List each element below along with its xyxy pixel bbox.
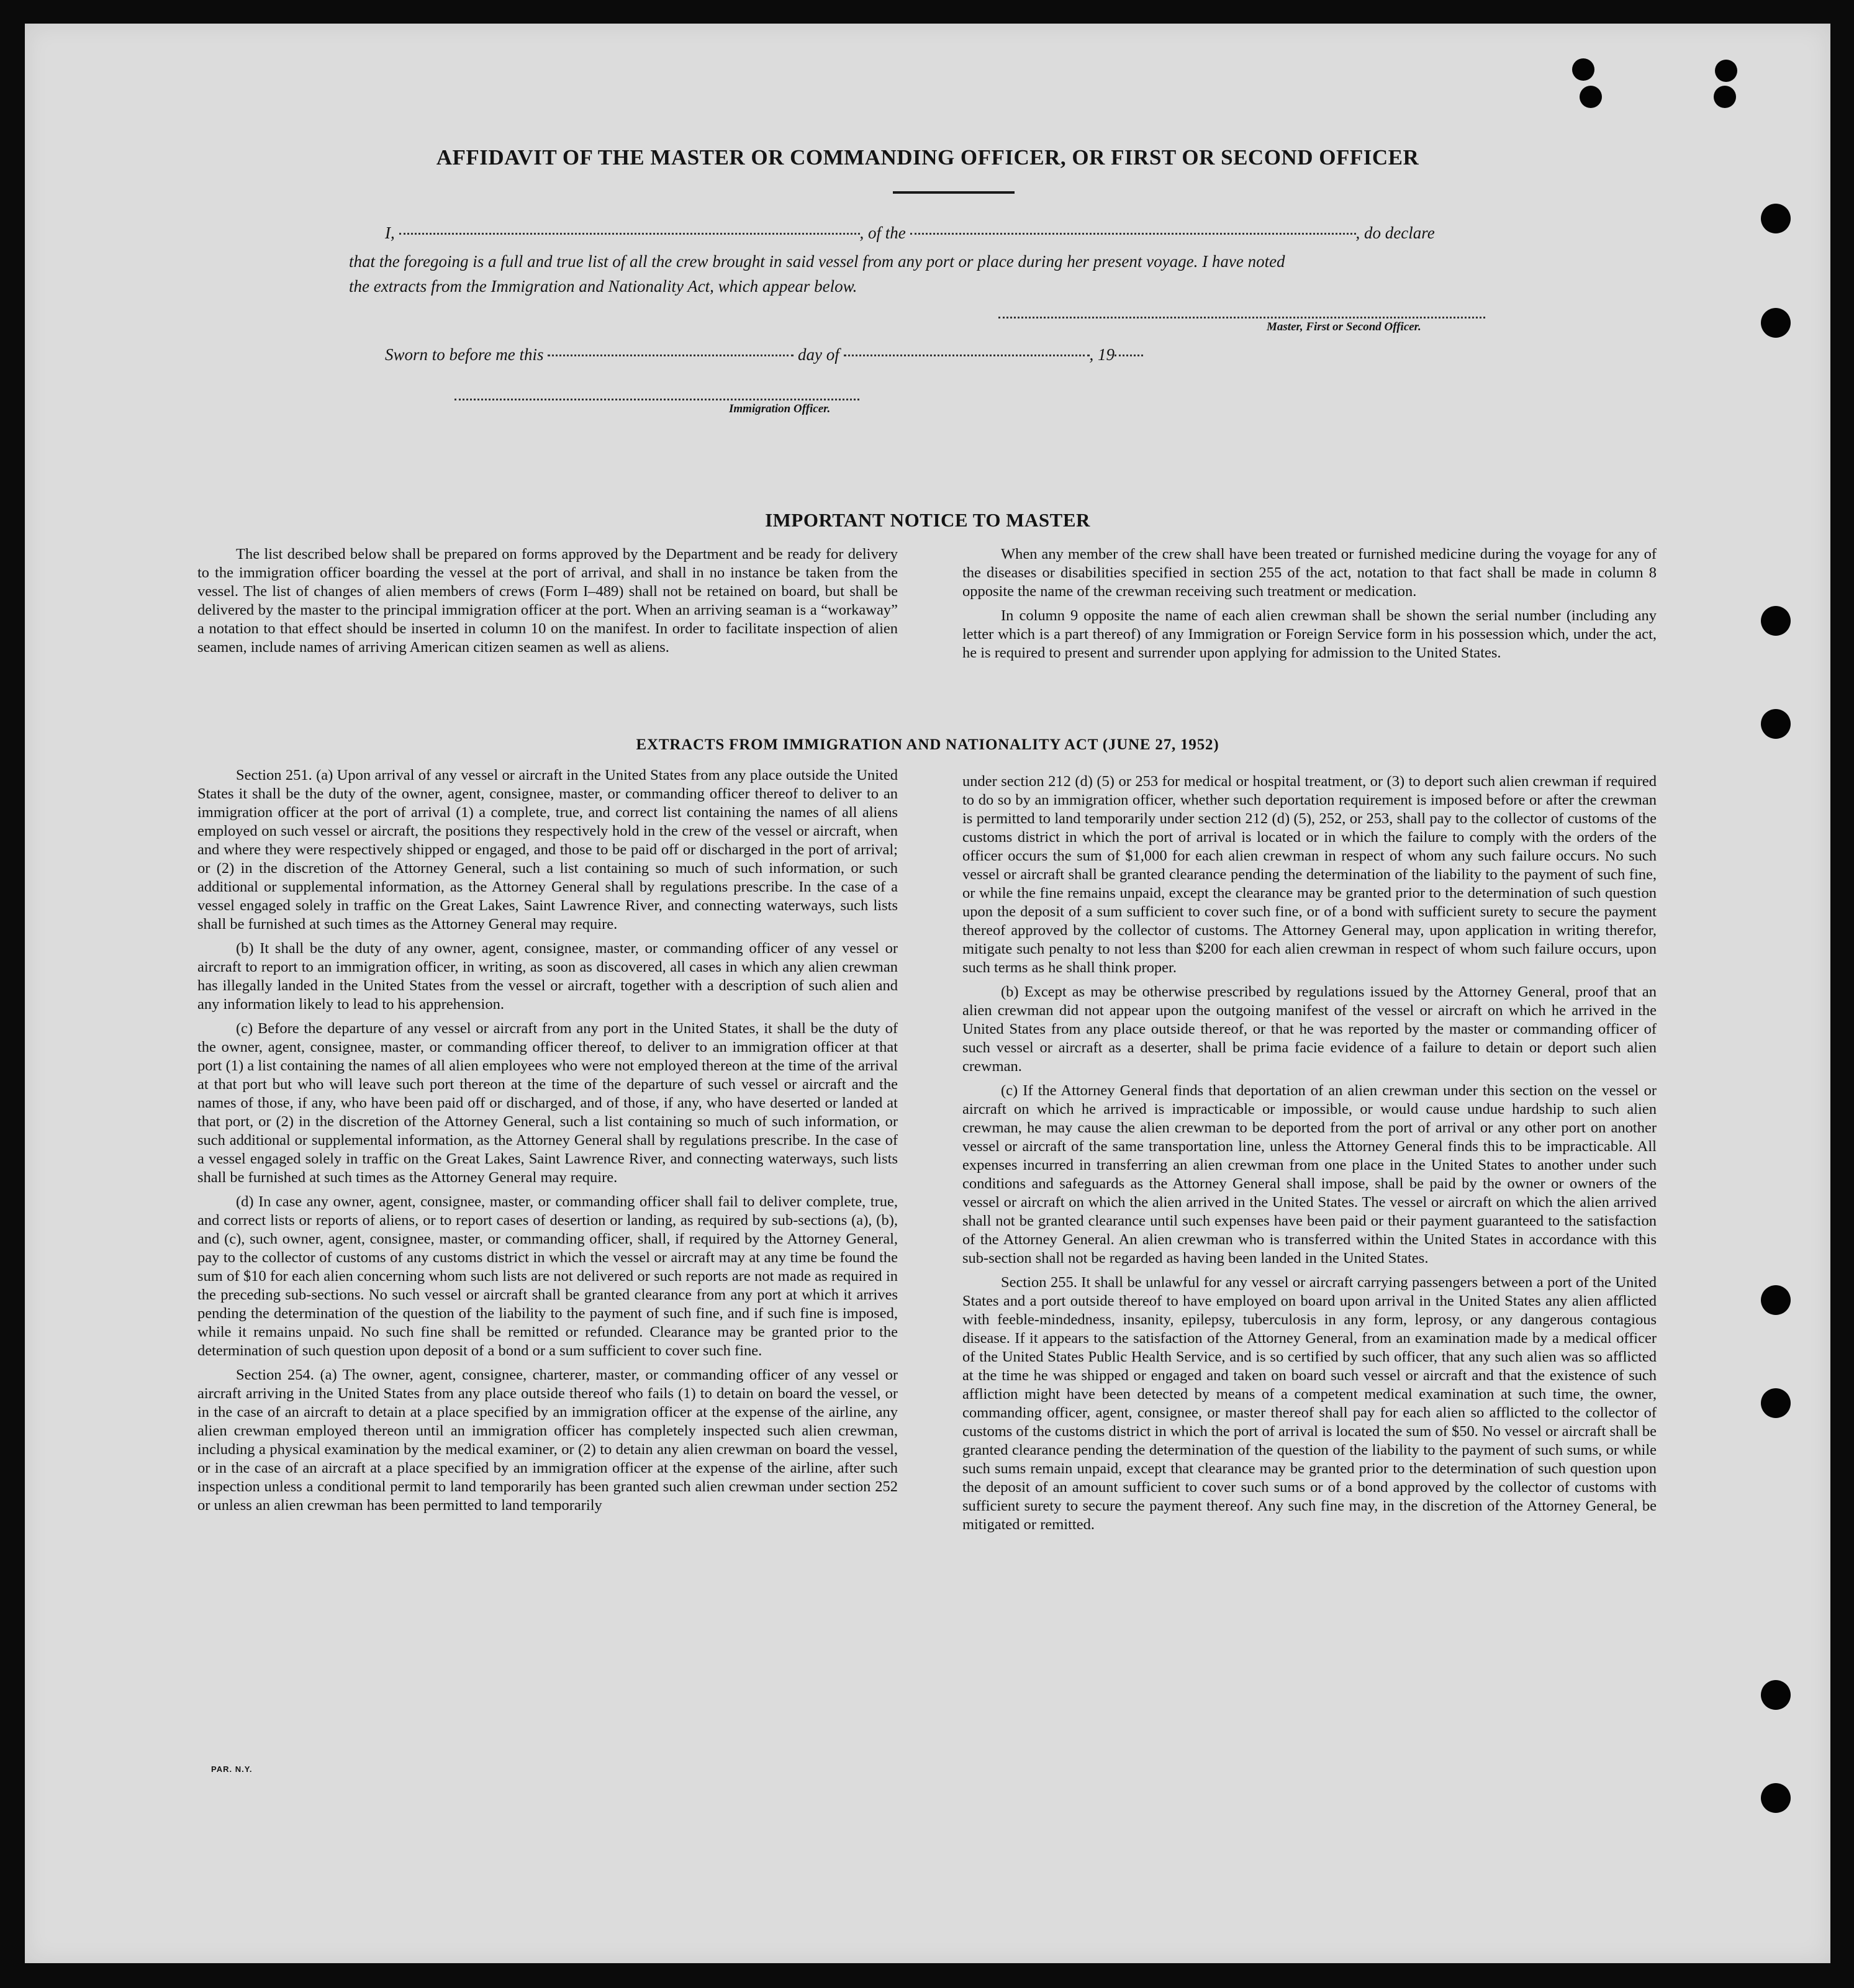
- notice-paragraph: When any member of the crew shall have been treated or furnished medicine during the voyage for any of the diseases or disabilities specified in section 255 of the act, notation to that fact shall be made in column 8 opposite the name of the crewman receiving such treatment or medication.: [962, 546, 1657, 600]
- punch-hole-icon: [1761, 1783, 1791, 1813]
- extract-paragraph: Section 251. (a) Upon arrival of any vessel or aircraft in the United States from any place outside the United States it shall be the duty of the owner, agent, consignee, master, or commanding officer thereof to deliver to an immigration officer at the port of arrival (1) a complete, true, and correct list containing the names of all aliens employed on such vessel or aircraft, the positions they respectively hold in the crew of the vessel or aircraft, when and where they were respectively shipped or engaged, and those to be paid off or discharged in the port of arrival; or (2) in the discretion of the Attorney General, such a list containing so much of such information, or such additional or supplemental information, as the Attorney General shall by regulations prescribe. In the case of a vessel engaged solely in traffic on the Great Lakes, Saint Lawrence River, and connecting waterways, such lists shall be furnished at such times as the Attorney General may require.: [197, 767, 898, 933]
- declaration-do-declare: , do declare: [1355, 224, 1435, 242]
- extract-paragraph: (d) In case any owner, agent, consignee, master, or commanding officer shall fail to deliver complete, true, and correct lists or reports of aliens, or to report cases of desertion or landing, as required by sub-sections (a), (b), and (c), such owner, agent, consignee, master, or commanding officer, shall, if required by the Attorney General, pay to the collector of customs of any customs district in which the vessel or aircraft may at any time be found the sum of $10 for each alien concerning whom such lists are not delivered or such reports are not made as required in the preceding sub-sections. No such vessel or aircraft shall be granted clearance from any port at which it arrives pending the determination of the question of the liability to the payment of such fine, and if such fine is imposed, while it remains unpaid. No such fine shall be remitted or refunded. Clearance may be granted prior to the determination of such question upon deposit of a bond or a sum sufficient to cover such fine.: [197, 1193, 898, 1359]
- printer-mark: PAR. N.Y.: [211, 1764, 253, 1774]
- vessel-name-field[interactable]: [910, 233, 1356, 235]
- punch-hole-icon: [1580, 86, 1602, 108]
- extract-paragraph: under section 212 (d) (5) or 253 for medical or hospital treatment, or (3) to deport such alien crewman if required to do so by an immigration officer, whether such deportation requirement is imposed before or after the crewman is permitted to land temporarily under section 212 (d) (5), 252, or 253, shall pay to the collector of customs of the customs district in which the port of arrival is located or in which the failure to comply with the orders of the officer occurs the sum of $1,000 for each alien crewman in respect of whom any such failure occurs. No such vessel or aircraft shall be granted clearance pending the determination of the liability to the payment of such fine, or while the fine remains unpaid, except the clearance may be granted prior to the determination of such question upon the deposit of a sum sufficient to cover such fine, or of a bond with sufficient surety to secure the payment thereof approved by the collector of customs. The Attorney General may, upon application in writing therefor, mitigate such penalty to not less than $200 for each alien crewman in respect of whom such failure occurs, upon such terms as he shall think proper.: [962, 773, 1657, 976]
- punch-hole-icon: [1715, 60, 1737, 82]
- extract-paragraph: (c) Before the departure of any vessel or aircraft from any port in the United States, it shall be the duty of the owner, agent, consignee, master, or commanding officer thereof, to deliver to an immigration officer at that port (1) a list containing the names of all alien employees who were not employed thereon at the time of the arrival at that port but who will leave such port thereon at the time of the departure of such vessel or aircraft and the names of those, if any, who have been paid off or discharged, and of those, if any, who have deserted or landed at that port, or (2) in the discretion of the Attorney General, such a list containing so much of such information, or such additional or supplemental information, as the Attorney General shall by regulations prescribe. In the case of a vessel engaged solely in traffic on the Great Lakes, Saint Lawrence River, and connecting waterways, such lists shall be furnished at such times as the Attorney General may require.: [197, 1020, 898, 1186]
- title-divider: [893, 191, 1015, 194]
- declarant-name-field[interactable]: [399, 233, 860, 235]
- punch-hole-icon: [1761, 1285, 1791, 1315]
- extract-paragraph: Section 254. (a) The owner, agent, consignee, charterer, master, or commanding officer of any vessel or aircraft arriving in the United States from any place outside thereof who fails (1) to detain on board the vessel, or in the case of an aircraft to detain at a place specified by an immigration officer at the expense of the airline, any alien crewman employed thereon until an immigration officer has completely inspected such alien crewman, including a physical examination by the medical examiner, or (2) to detain any alien crewman on board the vessel, or in the case of an aircraft at a place specified by an immigration officer at the expense of the airline, after such inspection unless a conditional permit to land temporarily has been granted such alien crewman under section 252 or unless an alien crewman has been permitted to land temporarily: [197, 1367, 898, 1514]
- affidavit-title: AFFIDAVIT OF THE MASTER OR COMMANDING OFFICER, OR FIRST OR SECOND OFFICER: [436, 145, 1419, 169]
- notice-right-column: [962, 545, 1657, 668]
- punch-hole-icon: [1761, 709, 1791, 739]
- extract-paragraph: (b) It shall be the duty of any owner, agent, consignee, master, or commanding officer of any vessel or aircraft to report to an immigration officer, in writing, as soon as discovered, all cases in which any alien crewman has illegally landed in the United States from the vessel or aircraft, together with a description of such alien and any information likely to lead to his apprehension.: [197, 940, 898, 1013]
- punch-hole-icon: [1761, 1388, 1791, 1418]
- declaration-line-2: that the foregoing is a full and true list of all the crew brought in said vessel from any port or place during her present voyage. I have noted: [349, 252, 1285, 271]
- notice-left-column: [197, 545, 898, 662]
- punch-hole-icon: [1761, 606, 1791, 636]
- sworn-month-field[interactable]: [844, 355, 1090, 356]
- extract-paragraph: Section 255. It shall be unlawful for any vessel or aircraft carrying passengers between a port of the United States and a port outside thereof to have employed on board upon arrival in the United States any alien afflicted with feeble-mindedness, insanity, epilepsy, tuberculosis in any form, leprosy, or any dangerous contagious disease. If it appears to the satisfaction of the Attorney General, from an examination made by a medical officer of the United States Public Health Service, and is so certified by such officer, that any such alien was so afflicted at the time he was shipped or engaged and taken on board such vessel or aircraft and that the existence of such affliction might have been detected by means of a competent medical examination at such time, the owner, commanding officer, agent, consignee, or master thereof shall pay for each alien so afflicted to the collector of customs of the customs district in which the port of arrival is located the sum of $50. No vessel or aircraft shall be granted clearance pending the determination of the question of the liability to the payment of such sums, or while such sums remain unpaid, except that clearance may be granted prior to the determination of such question upon the deposit of an amount sufficient to cover such sums or of a bond approved by the collector of customs with sufficient surety to secure the payment thereof. Any such fine may, in the discretion of the Attorney General, be mitigated or remitted.: [962, 1274, 1657, 1533]
- extracts-right-column: [962, 772, 1657, 1540]
- punch-hole-icon: [1761, 204, 1791, 233]
- sworn-line: [385, 345, 1143, 364]
- extract-paragraph: (c) If the Attorney General finds that deportation of an alien crewman under this section on the vessel or aircraft on which he arrived is impracticable or impossible, or would cause undue hardship to such alien crewman, he may cause the alien crewman to be deported from the port of arrival or any other port on another vessel or aircraft of the same transportation line, unless the Attorney General finds this to be impracticable. All expenses incurred in transferring an alien crewman from one place in the United States to another under such conditions and safeguards as the Attorney General shall impose, shall be paid by the owner or owners of the vessel or aircraft on which the alien arrived in the United States. The vessel or aircraft on which the alien arrived shall not be granted clearance until such expenses have been paid or their payment guaranteed to the satisfaction of the Attorney General. An alien crewman who is transferred within the United States in accordance with this sub-section shall not be regarded as having been landed in the United States.: [962, 1082, 1657, 1267]
- master-signature-caption: Master, First or Second Officer.: [1267, 320, 1421, 333]
- notice-paragraph: In column 9 opposite the name of each alien crewman shall be shown the serial number (including any letter which is a part thereof) of any Immigration or Foreign Service form in his possession which, under the act, he is required to present and surrender upon applying for admission to the United States.: [962, 607, 1657, 661]
- declaration-line-1: [385, 224, 1435, 243]
- declaration-prefix: I,: [385, 224, 395, 242]
- sworn-day-of: day of: [798, 345, 839, 364]
- master-signature-line[interactable]: [998, 317, 1485, 319]
- sworn-year-field[interactable]: [1115, 355, 1143, 356]
- sworn-prefix: Sworn to before me this: [385, 345, 544, 364]
- punch-hole-icon: [1714, 86, 1736, 108]
- punch-hole-icon: [1761, 308, 1791, 338]
- notice-paragraph: The list described below shall be prepared on forms approved by the Department and be ready for delivery to the immigration officer boarding the vessel at the port of arrival, and shall in no instance be taken from the vessel. The list of changes of alien members of crews (Form I–489) shall not be retained on board, but shall be delivered by the master to the principal immigration officer at the port. When an arriving seaman is a “workaway” a notation to that effect should be inserted in column 10 on the manifest. In order to facilitate inspection of alien seamen, include names of arriving American citizen seamen as well as aliens.: [197, 546, 898, 656]
- sworn-day-field[interactable]: [548, 355, 794, 356]
- declaration-line-3: the extracts from the Immigration and Nationality Act, which appear below.: [349, 277, 857, 296]
- form-page: [25, 24, 1830, 1963]
- extracts-title: EXTRACTS FROM IMMIGRATION AND NATIONALITY ACT (JUNE 27, 1952): [636, 736, 1219, 753]
- declaration-of-the: , of the: [859, 224, 906, 242]
- punch-hole-icon: [1572, 58, 1594, 81]
- extract-paragraph: (b) Except as may be otherwise prescribed by regulations issued by the Attorney General, proof that an alien crewman did not appear upon the outgoing manifest of the vessel or aircraft on which he arrived in the United States from any place outside thereof, or that he was reported by the master or commanding officer of such vessel or aircraft as a deserter, shall be prima facie evidence of a failure to detain or deport such alien crewman.: [962, 983, 1657, 1075]
- sworn-year-prefix: , 19: [1089, 345, 1115, 364]
- punch-hole-icon: [1761, 1680, 1791, 1710]
- officer-signature-line[interactable]: [454, 399, 859, 400]
- extracts-left-column: [197, 766, 898, 1520]
- officer-signature-caption: Immigration Officer.: [729, 402, 831, 415]
- notice-title: IMPORTANT NOTICE TO MASTER: [765, 509, 1090, 531]
